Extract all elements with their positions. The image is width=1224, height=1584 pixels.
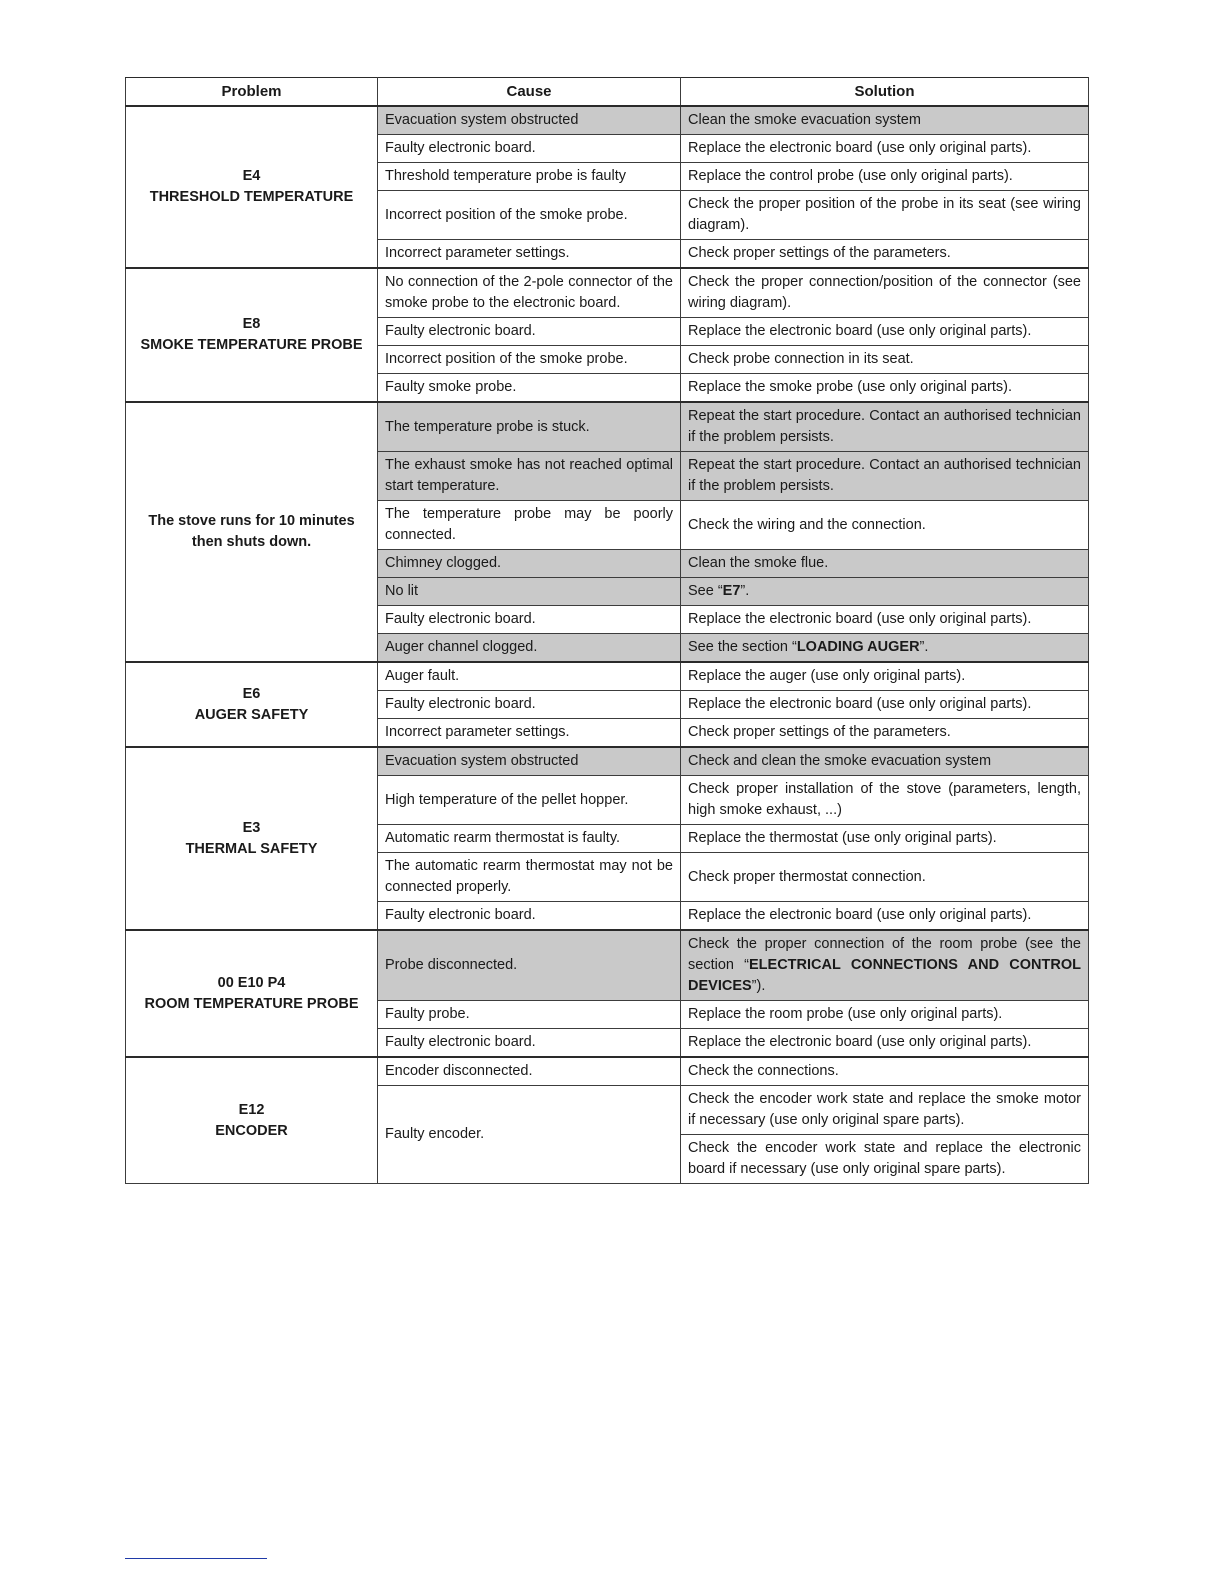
cause-cell: No lit xyxy=(378,578,681,606)
solution-cell: Check the proper connection/position of the connector (see wiring diagram). xyxy=(681,268,1089,318)
cause-cell: Faulty electronic board. xyxy=(378,902,681,931)
solution-cell: Check proper thermostat connection. xyxy=(681,853,1089,902)
solution-cell: Replace the electronic board (use only original parts). xyxy=(681,902,1089,931)
solution-cell: Replace the room probe (use only original parts). xyxy=(681,1001,1089,1029)
solution-text: ”). xyxy=(751,978,766,994)
problem-group xyxy=(126,1057,1089,1184)
problem-line: E8 xyxy=(242,316,261,332)
solution-text: See the section “ xyxy=(688,639,797,655)
cause-cell: Incorrect position of the smoke probe. xyxy=(378,191,681,240)
cause-cell: Encoder disconnected. xyxy=(378,1057,681,1086)
problem-group xyxy=(126,268,1089,402)
solution-cell: Check proper installation of the stove (parameters, length, high smoke exhaust, ...) xyxy=(681,776,1089,825)
cause-cell: The temperature probe may be poorly connected. xyxy=(378,501,681,550)
solution-cell xyxy=(681,930,1089,1001)
cause-cell: Evacuation system obstructed xyxy=(378,747,681,776)
cause-cell: Faulty smoke probe. xyxy=(378,374,681,403)
table-header-row xyxy=(126,78,1089,107)
solution-cell: Check and clean the smoke evacuation system xyxy=(681,747,1089,776)
problem-group xyxy=(126,662,1089,747)
solution-cell: Check proper settings of the parameters. xyxy=(681,240,1089,269)
solution-cell: Replace the smoke probe (use only original parts). xyxy=(681,374,1089,403)
solution-cell: Check the encoder work state and replace the smoke motor if necessary (use only original spare parts). xyxy=(681,1086,1089,1135)
cause-cell: Evacuation system obstructed xyxy=(378,106,681,135)
table-row xyxy=(126,662,1089,691)
header-problem: Problem xyxy=(126,78,378,107)
cause-cell: Incorrect parameter settings. xyxy=(378,240,681,269)
solution-cell: Replace the electronic board (use only original parts). xyxy=(681,691,1089,719)
cause-cell: Faulty electronic board. xyxy=(378,606,681,634)
header-cause: Cause xyxy=(378,78,681,107)
troubleshooting-table xyxy=(125,77,1089,1184)
cause-cell: Incorrect parameter settings. xyxy=(378,719,681,748)
cause-cell: Incorrect position of the smoke probe. xyxy=(378,346,681,374)
table-row xyxy=(126,402,1089,452)
problem-group xyxy=(126,930,1089,1057)
solution-reference: LOADING AUGER xyxy=(796,639,920,655)
problem-cell xyxy=(126,747,378,930)
solution-cell: Replace the thermostat (use only original parts). xyxy=(681,825,1089,853)
problem-line: SMOKE TEMPERATURE PROBE xyxy=(140,337,363,353)
cause-cell: Threshold temperature probe is faulty xyxy=(378,163,681,191)
problem-line: AUGER SAFETY xyxy=(194,706,309,723)
problem-line: E12 xyxy=(238,1101,265,1118)
table-row xyxy=(126,1057,1089,1086)
solution-reference: ELECTRICAL CONNECTIONS AND CONTROL DEVICES xyxy=(688,957,1081,994)
solution-cell: Clean the smoke flue. xyxy=(681,550,1089,578)
cause-cell: Auger fault. xyxy=(378,662,681,691)
header-solution: Solution xyxy=(681,78,1089,107)
solution-cell: Replace the electronic board (use only original parts). xyxy=(681,606,1089,634)
footnote-rule xyxy=(125,1558,267,1559)
cause-cell: Automatic rearm thermostat is faulty. xyxy=(378,825,681,853)
solution-cell xyxy=(681,634,1089,663)
problem-cell xyxy=(126,930,378,1057)
solution-cell: Check the wiring and the connection. xyxy=(681,501,1089,550)
cause-cell: Faulty electronic board. xyxy=(378,1029,681,1058)
table-row xyxy=(126,106,1089,135)
table-row xyxy=(126,268,1089,318)
solution-cell: Clean the smoke evacuation system xyxy=(681,106,1089,135)
cause-cell: Faulty probe. xyxy=(378,1001,681,1029)
solution-cell: Replace the electronic board (use only original parts). xyxy=(681,1029,1089,1058)
cause-cell: High temperature of the pellet hopper. xyxy=(378,776,681,825)
solution-text: Check the proper connection of the room probe (see the section “ xyxy=(688,936,1081,973)
cause-cell: The automatic rearm thermostat may not be connected properly. xyxy=(378,853,681,902)
cause-cell: Faulty electronic board. xyxy=(378,135,681,163)
problem-line: then shuts down. xyxy=(191,534,312,550)
problem-line: 00 E10 P4 xyxy=(217,974,286,991)
problem-cell xyxy=(126,106,378,268)
solution-text: See “ xyxy=(688,583,723,599)
problem-line: E4 xyxy=(242,168,261,184)
solution-text: ”. xyxy=(919,639,929,655)
cause-cell: The exhaust smoke has not reached optimal start temperature. xyxy=(378,452,681,501)
solution-cell: Check proper settings of the parameters. xyxy=(681,719,1089,748)
solution-text: ”. xyxy=(740,583,750,599)
problem-cell xyxy=(126,268,378,402)
cause-cell: Faulty encoder. xyxy=(378,1086,681,1184)
problem-line: E3 xyxy=(242,819,261,836)
problem-cell xyxy=(126,662,378,747)
problem-group xyxy=(126,747,1089,930)
problem-line: THERMAL SAFETY xyxy=(185,840,318,857)
solution-cell: Check the proper position of the probe in its seat (see wiring diagram). xyxy=(681,191,1089,240)
table-row xyxy=(126,930,1089,1001)
problem-line: THRESHOLD TEMPERATURE xyxy=(149,189,354,205)
solution-cell: Check the connections. xyxy=(681,1057,1089,1086)
cause-cell: No connection of the 2-pole connector of the smoke probe to the electronic board. xyxy=(378,268,681,318)
problem-line: E6 xyxy=(242,685,261,702)
solution-cell: Check probe connection in its seat. xyxy=(681,346,1089,374)
solution-cell: Check the encoder work state and replace the electronic board if necessary (use only original spare parts). xyxy=(681,1135,1089,1184)
cause-cell: Auger channel clogged. xyxy=(378,634,681,663)
cause-cell: The temperature probe is stuck. xyxy=(378,402,681,452)
problem-cell xyxy=(126,1057,378,1184)
solution-cell: Replace the auger (use only original parts). xyxy=(681,662,1089,691)
problem-cell xyxy=(126,402,378,662)
problem-line: ENCODER xyxy=(215,1122,288,1139)
problem-line: The stove runs for 10 minutes xyxy=(148,513,355,529)
solution-cell xyxy=(681,578,1089,606)
problem-line: ROOM TEMPERATURE PROBE xyxy=(144,995,359,1012)
cause-cell: Faulty electronic board. xyxy=(378,691,681,719)
cause-cell: Faulty electronic board. xyxy=(378,318,681,346)
cause-cell: Probe disconnected. xyxy=(378,930,681,1001)
table-row xyxy=(126,747,1089,776)
solution-cell: Repeat the start procedure. Contact an authorised technician if the problem persists. xyxy=(681,402,1089,452)
solution-cell: Replace the electronic board (use only original parts). xyxy=(681,135,1089,163)
solution-reference: E7 xyxy=(722,583,741,599)
cause-cell: Chimney clogged. xyxy=(378,550,681,578)
solution-cell: Replace the control probe (use only original parts). xyxy=(681,163,1089,191)
problem-group xyxy=(126,106,1089,268)
solution-cell: Replace the electronic board (use only original parts). xyxy=(681,318,1089,346)
problem-group xyxy=(126,402,1089,662)
solution-cell: Repeat the start procedure. Contact an authorised technician if the problem persists. xyxy=(681,452,1089,501)
